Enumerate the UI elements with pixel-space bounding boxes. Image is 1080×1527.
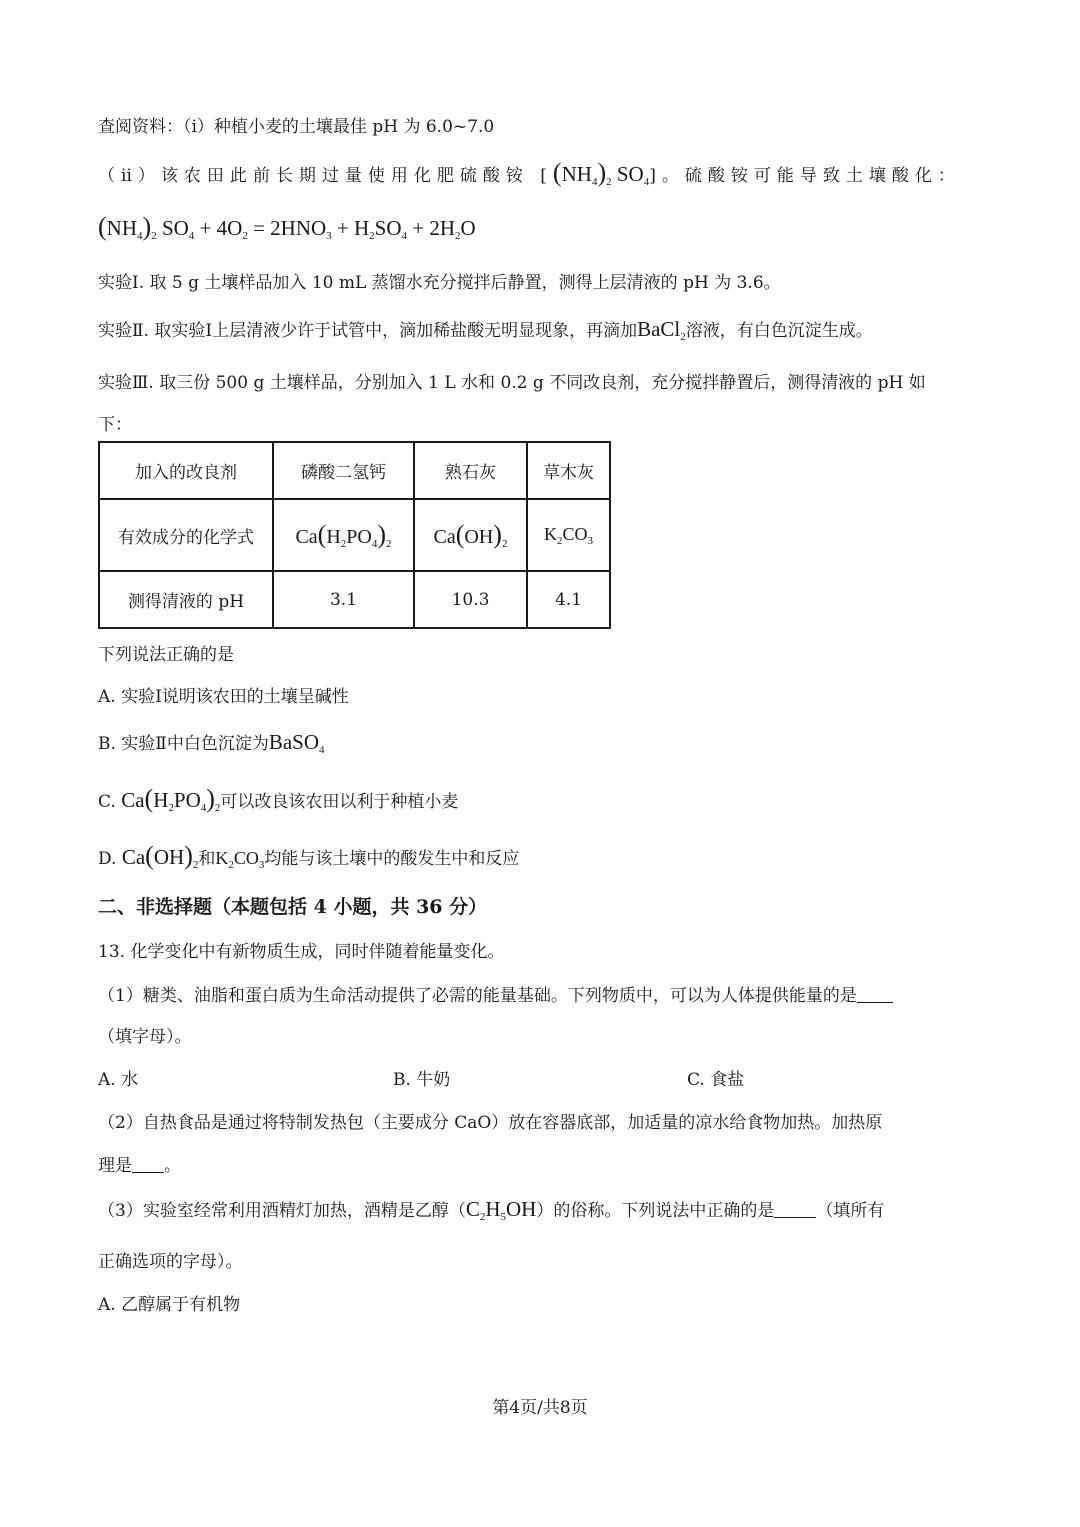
q13-part3-text: （3）实验室经常利用酒精灯加热，酒精是乙醇（	[98, 1201, 466, 1221]
experiment-3-line1: 实验Ⅲ. 取三份 500 g 土壤样品，分别加入 1 L 水和 0.2 g 不同改良剂，充分搅拌静置后，测得清液的 pH 如	[98, 373, 926, 393]
option-c-text: 可以改良该农田以利于种植小麦	[220, 792, 459, 812]
table-row	[99, 442, 610, 499]
option-c	[98, 784, 458, 814]
acidification-equation: $(NH_4)_2$ $SO_4 + 4O_2 = 2HNO_3 + H_2SO_4 + 2H_2O$	[98, 212, 476, 242]
table-cell-ph: 3.1	[273, 571, 414, 628]
q13-part3-option-a: A. 乙醇属于有机物	[98, 1295, 241, 1315]
formula-ca-oh2: $Ca(OH)_2$	[414, 499, 527, 571]
option-a: A. 实验Ⅰ说明该农田的土壤呈碱性	[98, 687, 349, 707]
experiment-1: 实验Ⅰ. 取 5 g 土壤样品加入 10 mL 蒸馏水充分搅拌后静置，测得上层清液的 pH 为 3.6。	[98, 273, 781, 293]
reference-ii-text: （ⅱ）该农田此前长期过量使用化肥硫酸铵 [	[98, 166, 553, 186]
option-b-text: B. 实验Ⅱ中白色沉淀为	[98, 734, 269, 754]
option-d	[98, 841, 519, 871]
reference-ii-text-end: ]。硫酸铵可能导致土壤酸化：	[649, 166, 961, 186]
section-heading: 二、非选择题（本题包括 4 小题，共 36 分）	[98, 896, 488, 918]
q13-part1-option-a: A. 水	[98, 1070, 139, 1090]
ethanol-formula: $C_2H_5OH$	[465, 1197, 537, 1223]
q13-part2: （2）自热食品是通过将特制发热包（主要成分 CaO）放在容器底部，加适量的凉水给食物加热。加热原	[98, 1113, 883, 1133]
q13-part3-text-end: （填所有	[816, 1201, 885, 1221]
experiment-3-line2: 下：	[98, 415, 132, 435]
amendment-table	[98, 441, 611, 629]
q13-part3	[98, 1196, 884, 1223]
question-stem: 下列说法正确的是	[98, 645, 234, 665]
q13-part2-text: 理是	[98, 1156, 132, 1176]
option-b	[98, 729, 325, 756]
table-header-cell: 加入的改良剂	[99, 442, 273, 499]
table-header-cell: 熟石灰	[414, 442, 527, 499]
experiment-2-text-end: 溶液，有白色沉淀生成。	[685, 321, 873, 341]
experiment-2	[98, 316, 873, 343]
q13-part3-line2: 正确选项的字母）。	[98, 1252, 243, 1272]
option-d-formula-2: $K_2CO_3$	[215, 848, 265, 871]
table-row	[99, 571, 610, 628]
formula-ca-h2po4: $Ca(H_2PO_4)_2$	[273, 499, 414, 571]
answer-blank[interactable]	[132, 1156, 164, 1173]
table-cell-label: 有效成分的化学式	[99, 499, 273, 571]
ammonium-sulfate-formula: $(NH_4)_2$ $SO_4$	[552, 158, 650, 188]
baso4-formula: BaSO$_4$	[268, 730, 325, 756]
q13-part1-text: （1）糖类、油脂和蛋白质为生命活动提供了必需的能量基础。下列物质中，可以为人体提供能量的是	[98, 986, 857, 1006]
option-d-formula-1: $Ca(OH)_2$	[121, 841, 199, 871]
option-d-and: 和	[198, 849, 216, 869]
formula-k2co3: $K_2CO_3$	[527, 499, 610, 571]
bacl2-formula: BaCl$_2$	[637, 317, 686, 343]
q13-part1-option-c: C. 食盐	[687, 1070, 745, 1090]
table-cell-label: 测得清液的 pH	[99, 571, 273, 628]
option-c-formula: $Ca(H_2PO_4)_2$	[121, 784, 221, 814]
experiment-2-text: 实验Ⅱ. 取实验Ⅰ上层清液少许于试管中，滴加稀盐酸无明显现象，再滴加	[98, 321, 638, 341]
answer-blank[interactable]	[857, 986, 893, 1003]
q13-part2-end: 。	[164, 1156, 181, 1176]
q13-part1-option-b: B. 牛奶	[393, 1070, 451, 1090]
table-cell-ph: 10.3	[414, 571, 527, 628]
page-footer: 第4页/共8页	[492, 1398, 588, 1418]
q13-part1	[98, 981, 893, 1006]
q13-part1-line2: （填字母）。	[98, 1027, 192, 1047]
option-d-letter: D.	[98, 849, 117, 869]
reference-i: 查阅资料：（i）种植小麦的土壤最佳 pH 为 6.0~7.0	[98, 117, 495, 137]
q13-part3-text-mid: ）的俗称。下列说法中正确的是	[536, 1201, 775, 1221]
reference-ii	[98, 158, 961, 188]
table-row	[99, 499, 610, 571]
table-cell-ph: 4.1	[527, 571, 610, 628]
q13-part2-line2	[98, 1151, 181, 1176]
option-c-letter: C.	[98, 792, 116, 812]
table-header-cell: 草木灰	[527, 442, 610, 499]
answer-blank[interactable]	[774, 1201, 816, 1218]
q13-stem: 13. 化学变化中有新物质生成，同时伴随着能量变化。	[98, 942, 505, 962]
option-d-text: 均能与该土壤中的酸发生中和反应	[264, 849, 520, 869]
table-header-cell: 磷酸二氢钙	[273, 442, 414, 499]
